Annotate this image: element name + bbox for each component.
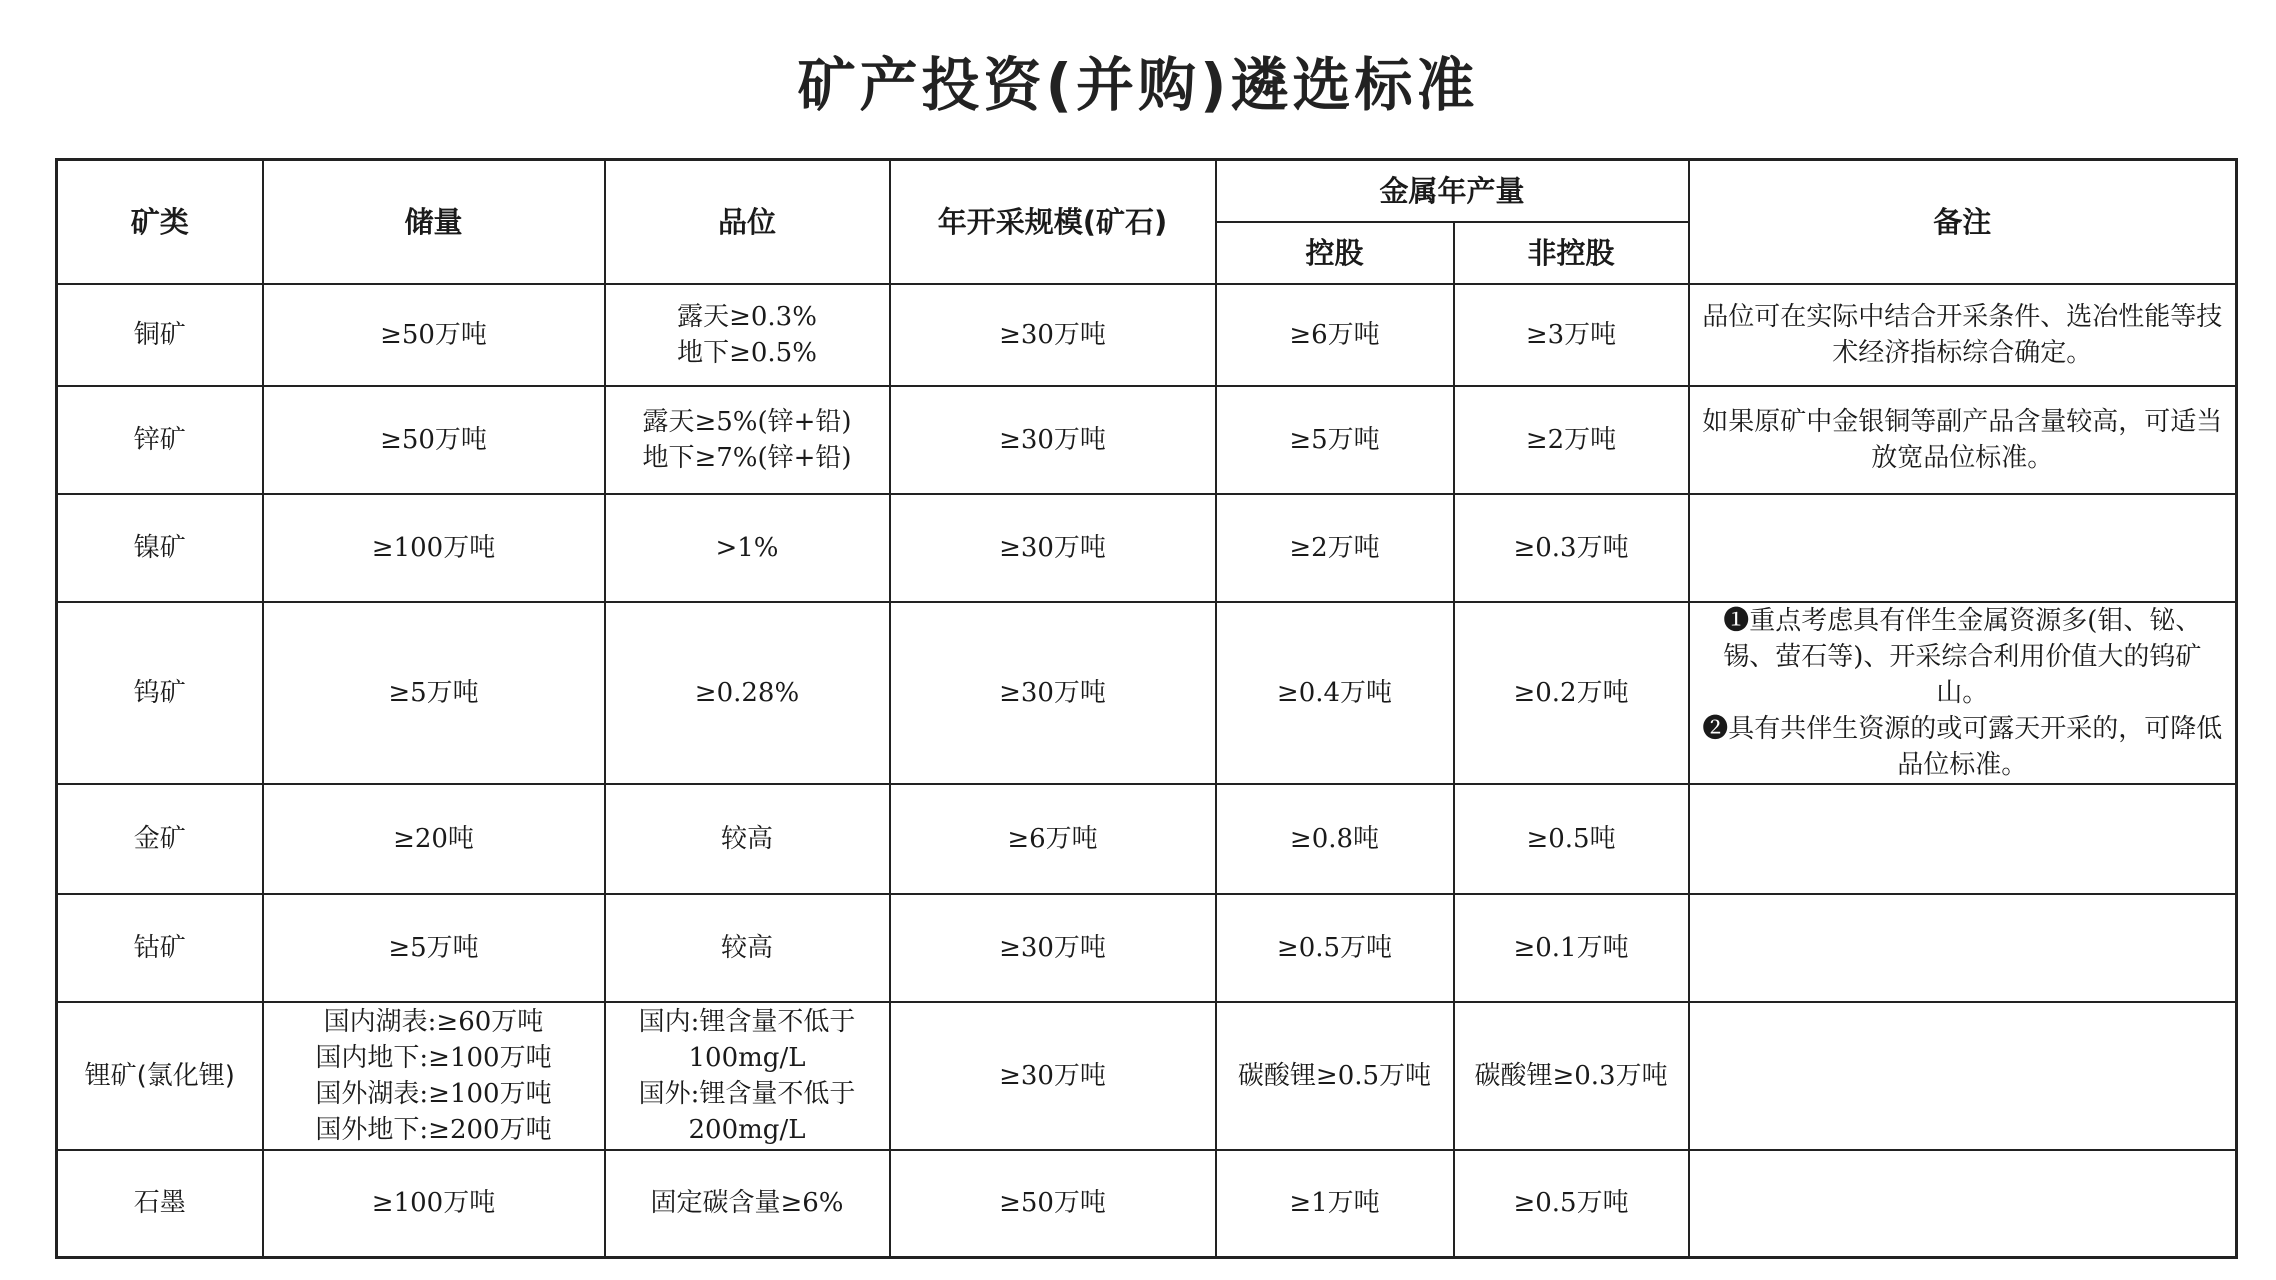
reserves-cell bbox=[263, 284, 605, 386]
mineral-type-cell: 钴矿 bbox=[57, 894, 263, 1002]
selection-criteria-table bbox=[55, 158, 2238, 1259]
grade-cell-line: 地下≥0.5% bbox=[677, 337, 817, 368]
table-body bbox=[57, 284, 2237, 1258]
mineral-type-cell: 钨矿 bbox=[57, 602, 263, 784]
remarks-cell bbox=[1689, 284, 2237, 386]
reserves-cell-line: ≥50万吨 bbox=[380, 424, 487, 455]
table-row bbox=[57, 1002, 2237, 1150]
grade-cell-line: 地下≥7%(锌+铅) bbox=[642, 442, 852, 473]
controlling-output-cell: ≥5万吨 bbox=[1216, 386, 1454, 494]
reserves-cell-line: ≥100万吨 bbox=[371, 1188, 496, 1219]
scale-cell: ≥50万吨 bbox=[890, 1150, 1216, 1258]
remarks-cell bbox=[1689, 894, 2237, 1002]
grade-cell bbox=[605, 894, 890, 1002]
reserves-cell bbox=[263, 494, 605, 602]
reserves-cell-line: ≥20吨 bbox=[393, 823, 474, 854]
scale-cell: ≥6万吨 bbox=[890, 784, 1216, 894]
remarks-cell-line: ❶重点考虑具有伴生金属资源多(钼、铋、锡、萤石等)、开采综合利用价值大的钨矿山。 bbox=[1723, 605, 2202, 708]
remarks-cell bbox=[1689, 784, 2237, 894]
remarks-cell-line: 品位可在实际中结合开采条件、选冶性能等技术经济指标综合确定。 bbox=[1702, 301, 2223, 368]
reserves-cell-line: 国外湖表:≥100万吨 bbox=[315, 1078, 552, 1109]
grade-cell bbox=[605, 602, 890, 784]
header-remarks: 备注 bbox=[1689, 160, 2237, 284]
grade-cell bbox=[605, 784, 890, 894]
remarks-cell bbox=[1689, 1150, 2237, 1258]
mineral-type-cell: 锂矿(氯化锂) bbox=[57, 1002, 263, 1150]
non-controlling-output-cell: ≥0.1万吨 bbox=[1454, 894, 1689, 1002]
reserves-cell-line: ≥50万吨 bbox=[380, 319, 487, 350]
grade-cell-line: 固定碳含量≥6% bbox=[650, 1188, 844, 1219]
scale-cell: ≥30万吨 bbox=[890, 602, 1216, 784]
non-controlling-output-cell: ≥0.2万吨 bbox=[1454, 602, 1689, 784]
reserves-cell-line: ≥5万吨 bbox=[388, 932, 479, 963]
table-row bbox=[57, 1150, 2237, 1258]
mineral-type-cell: 铜矿 bbox=[57, 284, 263, 386]
header-reserves: 储量 bbox=[263, 160, 605, 284]
header-scale: 年开采规模(矿石) bbox=[890, 160, 1216, 284]
remarks-cell bbox=[1689, 386, 2237, 494]
reserves-cell bbox=[263, 894, 605, 1002]
reserves-cell bbox=[263, 386, 605, 494]
scale-cell: ≥30万吨 bbox=[890, 1002, 1216, 1150]
header-non-controlling: 非控股 bbox=[1454, 222, 1689, 284]
reserves-cell-line: ≥5万吨 bbox=[388, 677, 479, 708]
reserves-cell bbox=[263, 784, 605, 894]
non-controlling-output-cell: 碳酸锂≥0.3万吨 bbox=[1454, 1002, 1689, 1150]
header-metal-output: 金属年产量 bbox=[1216, 160, 1689, 222]
mineral-type-cell: 金矿 bbox=[57, 784, 263, 894]
grade-cell-line: 200mg/L bbox=[688, 1114, 806, 1145]
grade-cell-line: 露天≥0.3% bbox=[677, 301, 817, 332]
header-type: 矿类 bbox=[57, 160, 263, 284]
scale-cell: ≥30万吨 bbox=[890, 284, 1216, 386]
table-row bbox=[57, 386, 2237, 494]
non-controlling-output-cell: ≥0.5万吨 bbox=[1454, 1150, 1689, 1258]
grade-cell-line: 国外:锂含量不低于 bbox=[638, 1078, 856, 1109]
grade-cell-line: 100mg/L bbox=[688, 1042, 806, 1073]
scale-cell: ≥30万吨 bbox=[890, 494, 1216, 602]
grade-cell bbox=[605, 1150, 890, 1258]
reserves-cell bbox=[263, 1002, 605, 1150]
reserves-cell-line: 国外地下:≥200万吨 bbox=[315, 1114, 552, 1145]
mineral-type-cell: 锌矿 bbox=[57, 386, 263, 494]
mineral-type-cell: 镍矿 bbox=[57, 494, 263, 602]
table-row bbox=[57, 602, 2237, 784]
remarks-cell bbox=[1689, 1002, 2237, 1150]
grade-cell bbox=[605, 1002, 890, 1150]
grade-cell bbox=[605, 494, 890, 602]
mineral-type-cell: 石墨 bbox=[57, 1150, 263, 1258]
reserves-cell bbox=[263, 1150, 605, 1258]
page-title: 矿产投资(并购)遴选标准 bbox=[797, 51, 1479, 119]
remarks-cell bbox=[1689, 602, 2237, 784]
table-row bbox=[57, 284, 2237, 386]
reserves-cell-line: ≥100万吨 bbox=[371, 532, 496, 563]
grade-cell-line: ≥0.28% bbox=[694, 677, 800, 708]
grade-cell-line: 较高 bbox=[720, 823, 773, 854]
controlling-output-cell: ≥0.5万吨 bbox=[1216, 894, 1454, 1002]
reserves-cell-line: 国内湖表:≥60万吨 bbox=[323, 1006, 544, 1037]
grade-cell-line: 露天≥5%(锌+铅) bbox=[642, 406, 852, 437]
table-row bbox=[57, 894, 2237, 1002]
controlling-output-cell: ≥6万吨 bbox=[1216, 284, 1454, 386]
controlling-output-cell: ≥0.4万吨 bbox=[1216, 602, 1454, 784]
grade-cell bbox=[605, 386, 890, 494]
grade-cell-line: 较高 bbox=[720, 932, 773, 963]
controlling-output-cell: ≥1万吨 bbox=[1216, 1150, 1454, 1258]
table-row bbox=[57, 784, 2237, 894]
controlling-output-cell: 碳酸锂≥0.5万吨 bbox=[1216, 1002, 1454, 1150]
remarks-cell-line: 如果原矿中金银铜等副产品含量较高，可适当放宽品位标准。 bbox=[1702, 406, 2223, 473]
non-controlling-output-cell: ≥0.5吨 bbox=[1454, 784, 1689, 894]
non-controlling-output-cell: ≥3万吨 bbox=[1454, 284, 1689, 386]
remarks-cell bbox=[1689, 494, 2237, 602]
grade-cell-line: >1% bbox=[715, 532, 779, 563]
grade-cell-line: 国内:锂含量不低于 bbox=[638, 1006, 856, 1037]
reserves-cell-line: 国内地下:≥100万吨 bbox=[315, 1042, 552, 1073]
scale-cell: ≥30万吨 bbox=[890, 386, 1216, 494]
non-controlling-output-cell: ≥2万吨 bbox=[1454, 386, 1689, 494]
header-controlling: 控股 bbox=[1216, 222, 1454, 284]
reserves-cell bbox=[263, 602, 605, 784]
controlling-output-cell: ≥2万吨 bbox=[1216, 494, 1454, 602]
remarks-cell-line: ❷具有共伴生资源的或可露天开采的，可降低品位标准。 bbox=[1702, 713, 2223, 780]
table-row bbox=[57, 494, 2237, 602]
scale-cell: ≥30万吨 bbox=[890, 894, 1216, 1002]
controlling-output-cell: ≥0.8吨 bbox=[1216, 784, 1454, 894]
grade-cell bbox=[605, 284, 890, 386]
header-grade: 品位 bbox=[605, 160, 890, 284]
non-controlling-output-cell: ≥0.3万吨 bbox=[1454, 494, 1689, 602]
